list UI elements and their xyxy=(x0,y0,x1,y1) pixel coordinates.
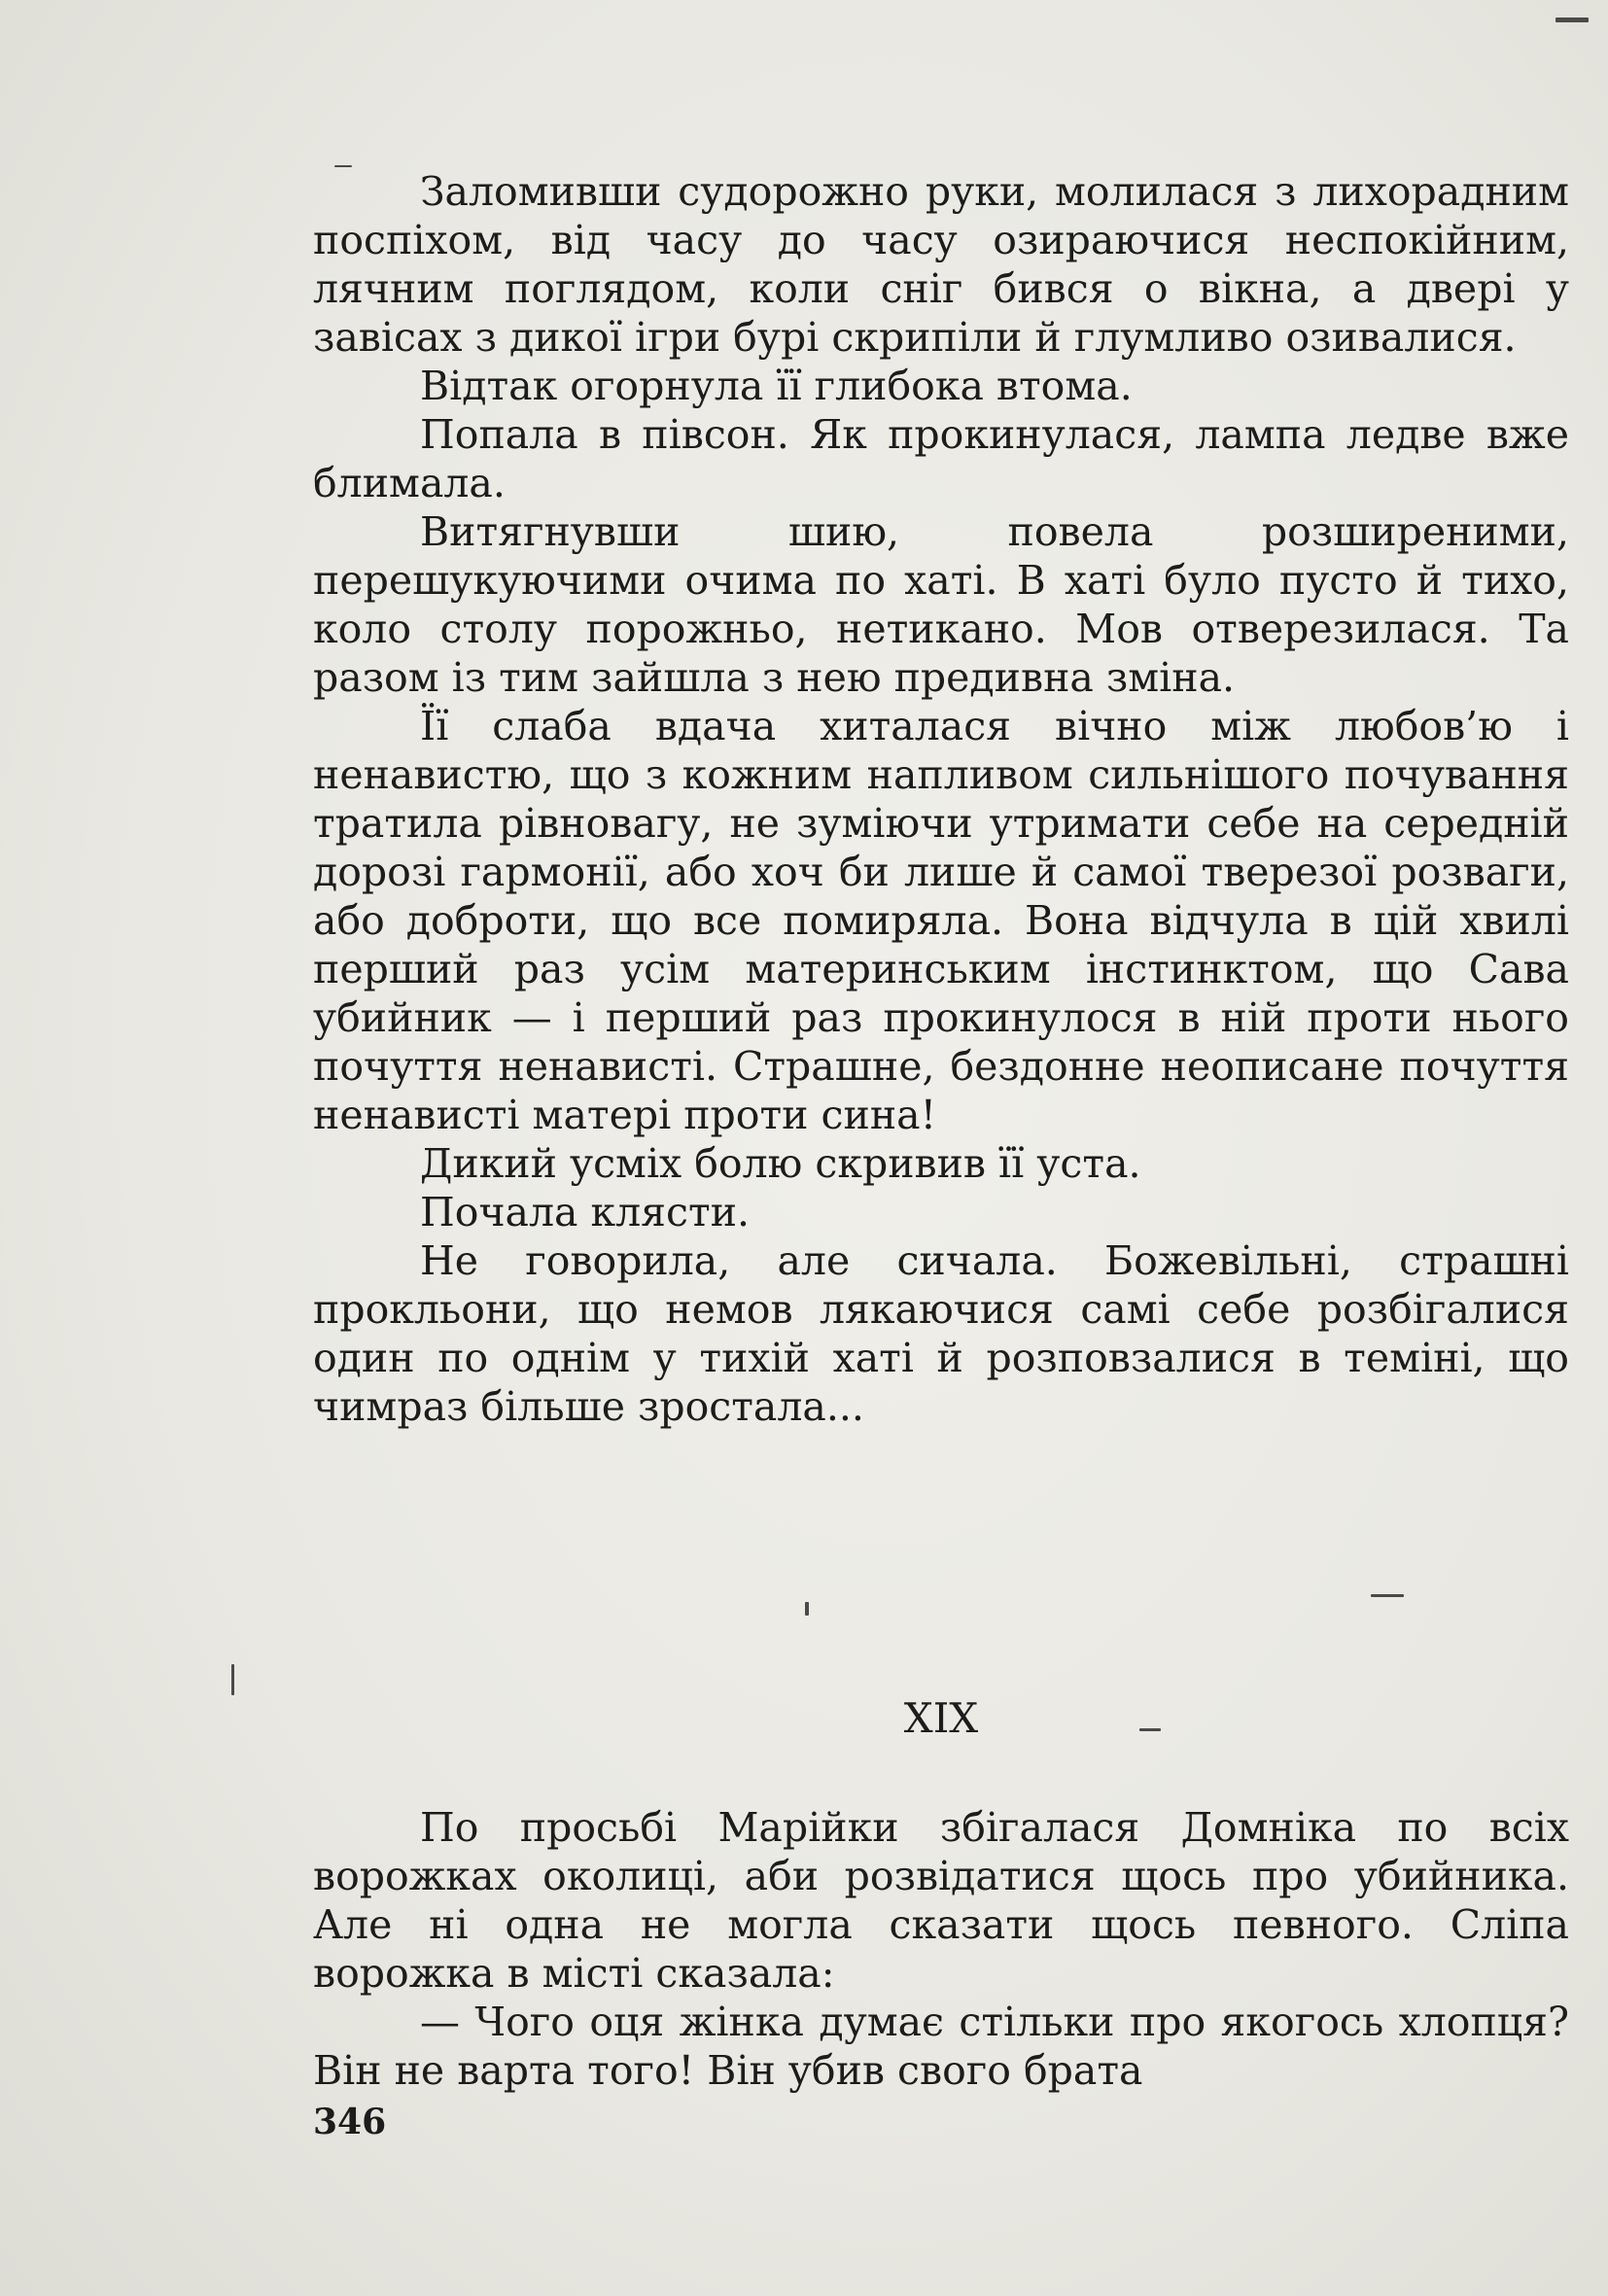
print-speck xyxy=(1371,1594,1404,1597)
paragraph: Її слаба вдача хиталася вічно між любов’ю і ненавистю, що з кожним напливом сильнішого почування тратила рівновагу, не зуміючи утримати себе на середній дорозі гармонії, або хоч би лише й самої тверезої розваги, або доброти, що все помиряла. Вона відчула в цій хвилі перший раз усім материнським інстинктом, що Сава убийник — і перший раз прокинулося в ній проти нього почуття ненависті. Страшне, бездонне неописане почуття ненависті матері проти сина! xyxy=(313,703,1569,1138)
paragraph: Витягнувши шию, повела розширеними, перешукуючими очима по хаті. В хаті було пусто й тихо, коло столу порожньо, нетикано. Мов отверезилася. Та разом із тим зайшла з нею предивна зміна. xyxy=(313,508,1569,701)
text-block-after-chapter xyxy=(313,1803,1569,2095)
paragraph: Почала клясти. xyxy=(420,1189,751,1235)
paragraph: По просьбі Марійки збігалася Домніка по всіх ворожках околиці, аби розвідатися щось про убийника. Але ні одна не могла сказати щось певного. Сліпа ворожка в місті сказала: xyxy=(313,1804,1569,1997)
paragraph: Попала в півсон. Як прокинулася, лампа ледве вже блимала. xyxy=(313,411,1569,506)
chapter-heading: XIX xyxy=(903,1694,979,1742)
paragraph: Заломивши судорожно руки, молилася з лихорадним поспіхом, від часу до часу озираючися неспокійним, лячним поглядом, коли сніг бився о вікна, а двері у завісах з дикої ігри бурі скрипіли й глумливо озивалися. xyxy=(313,168,1569,361)
print-speck xyxy=(1139,1728,1161,1731)
paragraph: — Чого оця жінка думає стільки про якогось хлопця? Він не варта того! Він убив свого брата xyxy=(313,1999,1569,2094)
print-speck xyxy=(334,165,352,167)
paragraph: Відтак огорнула її глибока втома. xyxy=(420,363,1133,409)
paragraph: Дикий усміх болю скривив її уста. xyxy=(420,1140,1141,1187)
print-speck xyxy=(805,1602,809,1616)
print-speck xyxy=(1556,17,1589,22)
print-speck xyxy=(231,1664,234,1695)
paragraph: Не говорила, але сичала. Божевільні, страшні прокльони, що немов лякаючися самі себе розбігалися один по однім у тихій хаті й розповзалися в теміні, що чимраз більше зростала... xyxy=(313,1237,1569,1430)
text-block-before-chapter xyxy=(313,167,1569,1431)
page-number: 346 xyxy=(313,2102,387,2142)
